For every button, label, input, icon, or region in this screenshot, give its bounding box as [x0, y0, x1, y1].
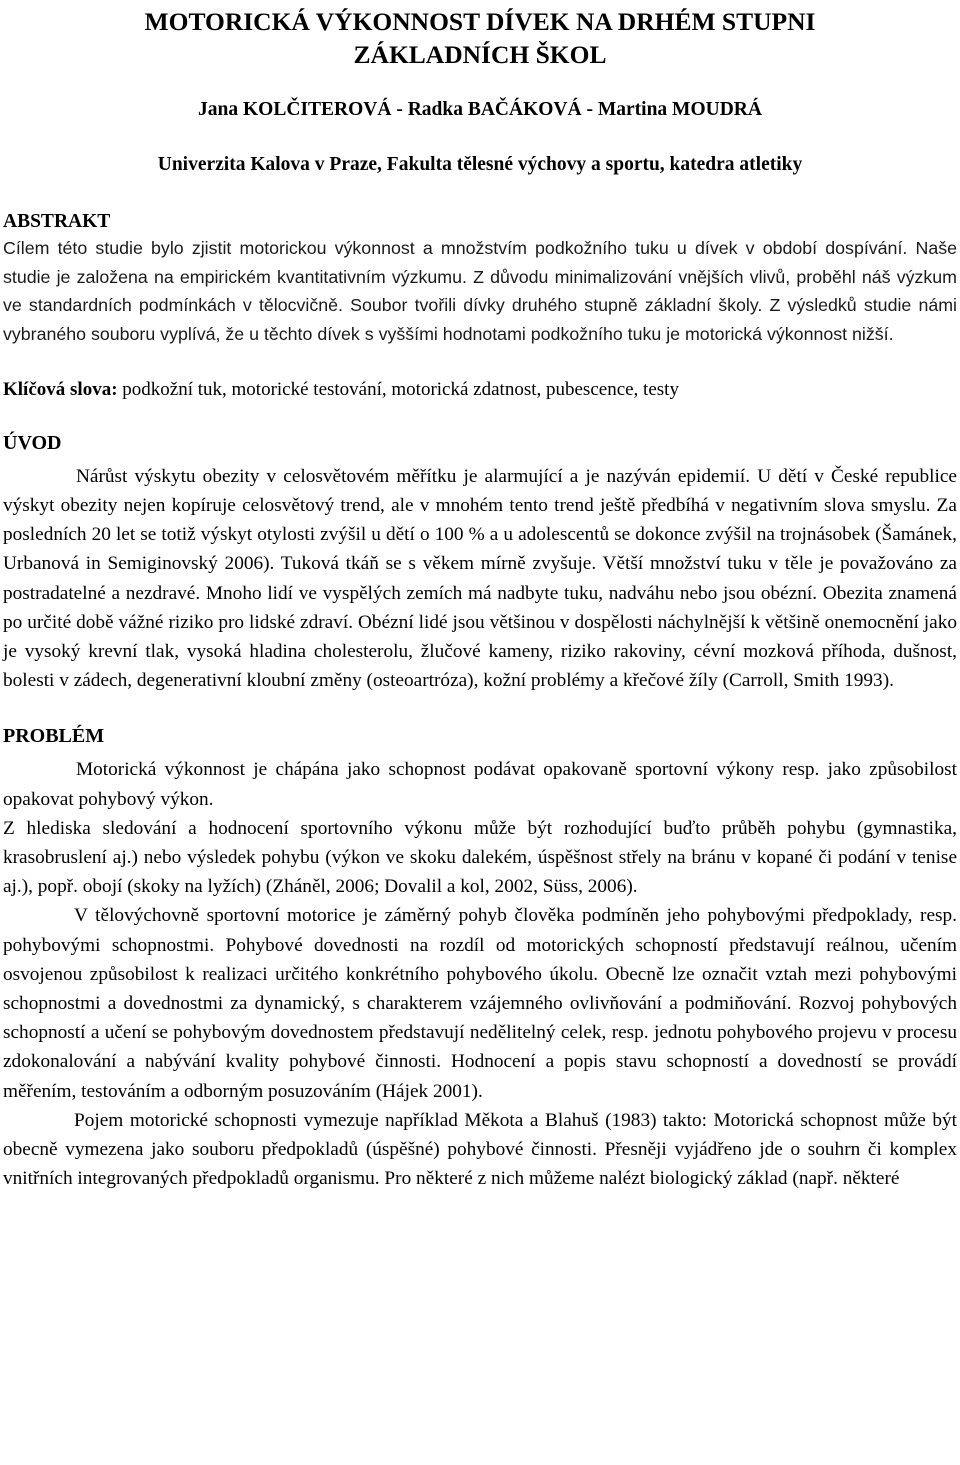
- paper-authors: Jana KOLČITEROVÁ - Radka BAČÁKOVÁ - Martina MOUDRÁ: [198, 99, 762, 120]
- abstract-text: Cílem této studie bylo zjistit motorickou výkonnost a množstvím podkožního tuku u dívek v období dospívání. Naše studie je založena na empirickém kvantitativním výzkumu. Z důvodu minimalizování vnějších vlivů, proběhl náš výzkum ve standardních podmínkách v tělocvičně. Soubor tvořili dívky druhého stupně základní školy. Z výsledků studie námi vybraného souboru vyplívá, že u těchto dívek s vyššími hodnotami podkožního tuku je motorická výkonnost nižší.: [3, 238, 957, 345]
- problem-paragraph-3: V tělovýchovně sportovní motorice je záměrný pohyb člověka podmíněn jeho pohybovými předpoklady, resp. pohybovými schopnostmi. Pohybové dovednosti na rozdíl od motorických schopností představují reálnou, učením osvojenou způsobilost k realizaci určitého konkrétního pohybového úkolu. Obecně lze označit vztah mezi pohybovými schopnostmi a dovednostmi za dynamický, s charakterem vzájemného ovlivňování a podmiňování. Rozvoj pohybových schopností a učení se pohybovým dovednostem představují nedělitelný celek, resp. jednotu pohybového projevu v procesu zdokonalování a nabývání kvality pohybové činnosti. Hodnocení a popis stavu schopností a dovedností se provádí měřením, testováním a odborným posuzováním (Hájek 2001).: [3, 905, 957, 1102]
- title-line-2: ZÁKLADNÍCH ŠKOL: [353, 40, 607, 69]
- uvod-paragraph: Nárůst výskytu obezity v celosvětovém měřítku je alarmující a je nazýván epidemií. U dětí v České republice výskyt obezity nejen kopíruje celosvětový trend, ale v mnohém tento trend ještě předbíhá v negativním slova smyslu. Za posledních 20 let se totiž výskyt otylosti zvýšil u dětí o 100 % a u adolescentů se dokonce zvýšil na trojnásobek (Šamánek, Urbanová in Semiginovský 2006). Tuková tkáň se s věkem mírně zvyšuje. Větší množství tuku v těle je považováno za postradatelné a nezdravé. Mnoho lidí ve vyspělých zemích má nadbyte tuku, nadváhu nebo jsou obézní. Obezita znamená po určité době vážné riziko pro lidské zdraví. Obézní lidé jsou většinou v dospělosti náchylnější k většině onemocnění jako je vysoký krevní tlak, vysoká hladina cholesterolu, žlučové kameny, riziko rakoviny, cévní mozková příhoda, dušnost, bolesti v zádech, degenerativní kloubní změny (osteoartróza), kožní problémy a křečové žíly (Carroll, Smith 1993).: [3, 465, 957, 692]
- title-line-1: MOTORICKÁ VÝKONNOST DÍVEK NA DRHÉM STUPNI: [144, 7, 816, 36]
- paper-affiliation: Univerzita Kalova v Praze, Fakulta tělesné výchovy a sportu, katedra atletiky: [157, 154, 803, 175]
- problem-paragraph-1: Motorická výkonnost je chápána jako schopnost podávat opakovaně sportovní výkony resp. jako způsobilost opakovat pohybový výkon.: [3, 759, 957, 810]
- paper-title: [3, 5, 957, 71]
- problem-paragraph-4: Pojem motorické schopnosti vymezuje například Měkota a Blahuš (1983) takto: Motorická schopnost může být obecně vymezena jako souboru předpokladů (úspěšné) pohybové činnosti. Přesněji vyjádřeno jde o souhrn či komplex vnitřních integrovaných předpokladů organismu. Pro některé z nich můžeme nalézt biologický základ (např. některé: [3, 1109, 957, 1190]
- problem-paragraph-2: Z hlediska sledování a hodnocení sportovního výkonu může být rozhodující buďto průběh pohybu (gymnastika, krasobruslení aj.) nebo výsledek pohybu (výkon ve skoku dalekém, úspěšnost střely na bránu v kopané či podání v tenise aj.), popř. obojí (skoky na lyžích) (Zháněl, 2006; Dovalil a kol, 2002, Süss, 2006).: [3, 817, 957, 898]
- abstract-heading: ABSTRAKT: [3, 211, 111, 232]
- keywords: [3, 377, 957, 402]
- keywords-label: Klíčová slova:: [3, 378, 118, 400]
- section-heading-uvod: ÚVOD: [3, 431, 62, 454]
- keywords-text: podkožní tuk, motorické testování, motorická zdatnost, pubescence, testy: [117, 378, 679, 400]
- paper-page: [0, 5, 960, 1193]
- section-heading-problem: PROBLÉM: [3, 725, 105, 748]
